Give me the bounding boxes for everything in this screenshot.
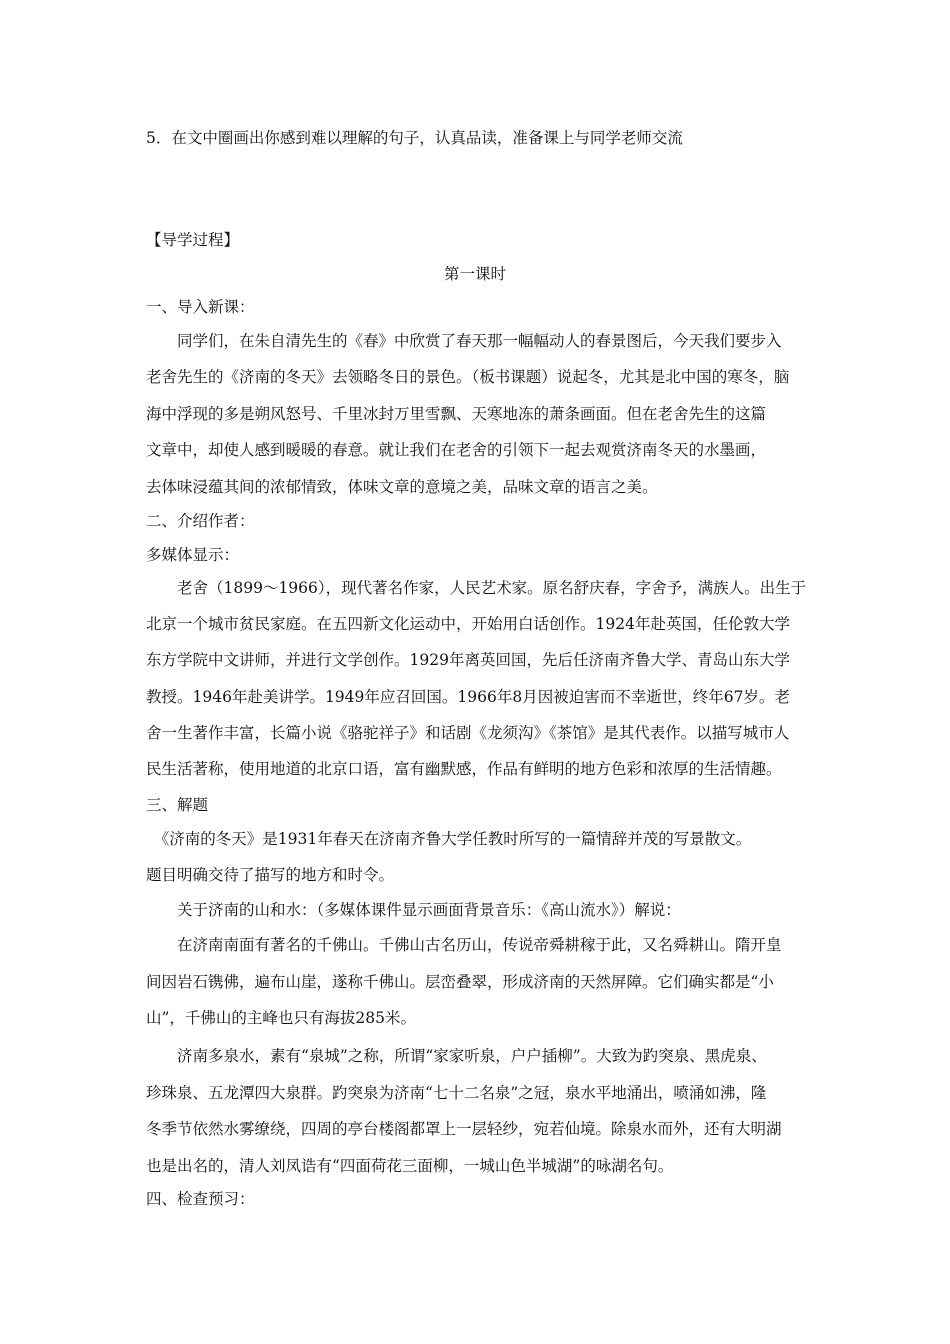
part3-line: 珍珠泉、五龙潭四大泉群。趵突泉为济南“七十二名泉”之冠，泉水平地涌出，喷涌如沸，隆 [146, 1084, 767, 1102]
part3-line: 山”，千佛山的主峰也只有海拔285米。 [146, 1009, 417, 1027]
part2-line: 老舍（1899～1966），现代著名作家，人民艺术家。原名舒庆春，字舍予，满族人。出生于 [146, 579, 807, 597]
part3-line: 也是出名的，清人刘凤诰有“四面荷花三面柳，一城山色半城湖”的咏湖名句。 [146, 1157, 674, 1175]
lesson-title: 第一课时 [443, 265, 506, 283]
section-title: 【导学过程】 [146, 231, 240, 249]
part2-line: 舍一生著作丰富，长篇小说《骆驼祥子》和话剧《龙须沟》《茶馆》是其代表作。以描写城市人 [146, 724, 790, 742]
part2-line: 民生活著称，使用地道的北京口语，富有幽默感，作品有鲜明的地方色彩和浓厚的生活情趣。 [146, 760, 782, 778]
part3-line: 济南多泉水，素有“泉城”之称，所谓“家家听泉，户户插柳”。大致为趵突泉、黑虎泉、 [146, 1047, 767, 1065]
part3-line: 在济南南面有著名的千佛山。千佛山古名历山，传说帝舜耕稼于此，又名舜耕山。隋开皇 [146, 936, 782, 954]
task-5-text: 5．在文中圈画出你感到难以理解的句子，认真品读，准备课上与同学老师交流 [146, 129, 683, 147]
part1-line: 去体味浸蕴其间的浓郁情致，体味文章的意境之美，品味文章的语言之美。 [146, 478, 658, 496]
part1-line: 同学们，在朱自清先生的《春》中欣赏了春天那一幅幅动人的春景图后，今天我们要步入 [146, 332, 782, 350]
part2-line: 教授。1946年赴美讲学。1949年应召回国。1966年8月因被迫害而不幸逝世，终年67岁。老 [146, 688, 790, 706]
part3-heading: 三、解题 [146, 796, 209, 814]
part3-line: 关于济南的山和水：（多媒体课件显示画面背景音乐：《高山流水》）解说： [146, 901, 681, 919]
part2-heading: 二、介绍作者： [146, 512, 255, 530]
part4-heading: 四、检查预习： [146, 1190, 255, 1208]
part2-subheading: 多媒体显示： [146, 546, 240, 564]
part1-line: 文章中，却使人感到暖暖的春意。就让我们在老舍的引领下一起去观赏济南冬天的水墨画， [146, 441, 767, 459]
part3-line: 间因岩石镌佛，遍布山崖，遂称千佛山。层峦叠翠，形成济南的天然屏障。它们确实都是“小 [146, 973, 774, 991]
part3-line: 题目明确交待了描写的地方和时令。 [146, 866, 395, 884]
part2-line: 东方学院中文讲师，并进行文学创作。1929年离英回国，先后任济南齐鲁大学、青岛山东大学 [146, 651, 790, 669]
part3-line: 《济南的冬天》是1931年春天在济南齐鲁大学任教时所写的一篇情辞并茂的写景散文。 [146, 830, 752, 848]
part2-line: 北京一个城市贫民家庭。在五四新文化运动中，开始用白话创作。1924年赴英国，任伦敦大学 [146, 615, 790, 633]
part1-line: 海中浮现的多是朔风怒号、千里冰封万里雪飘、天寒地冻的萧条画面。但在老舍先生的这篇 [146, 405, 767, 423]
part3-line: 冬季节依然水雾缭绕，四周的亭台楼阁都罩上一层轻纱，宛若仙境。除泉水而外，还有大明湖 [146, 1120, 782, 1138]
part1-line: 老舍先生的《济南的冬天》去领略冬日的景色。（板书课题）说起冬，尤其是北中国的寒冬，脑 [146, 368, 790, 386]
part1-heading: 一、导入新课： [146, 298, 255, 316]
